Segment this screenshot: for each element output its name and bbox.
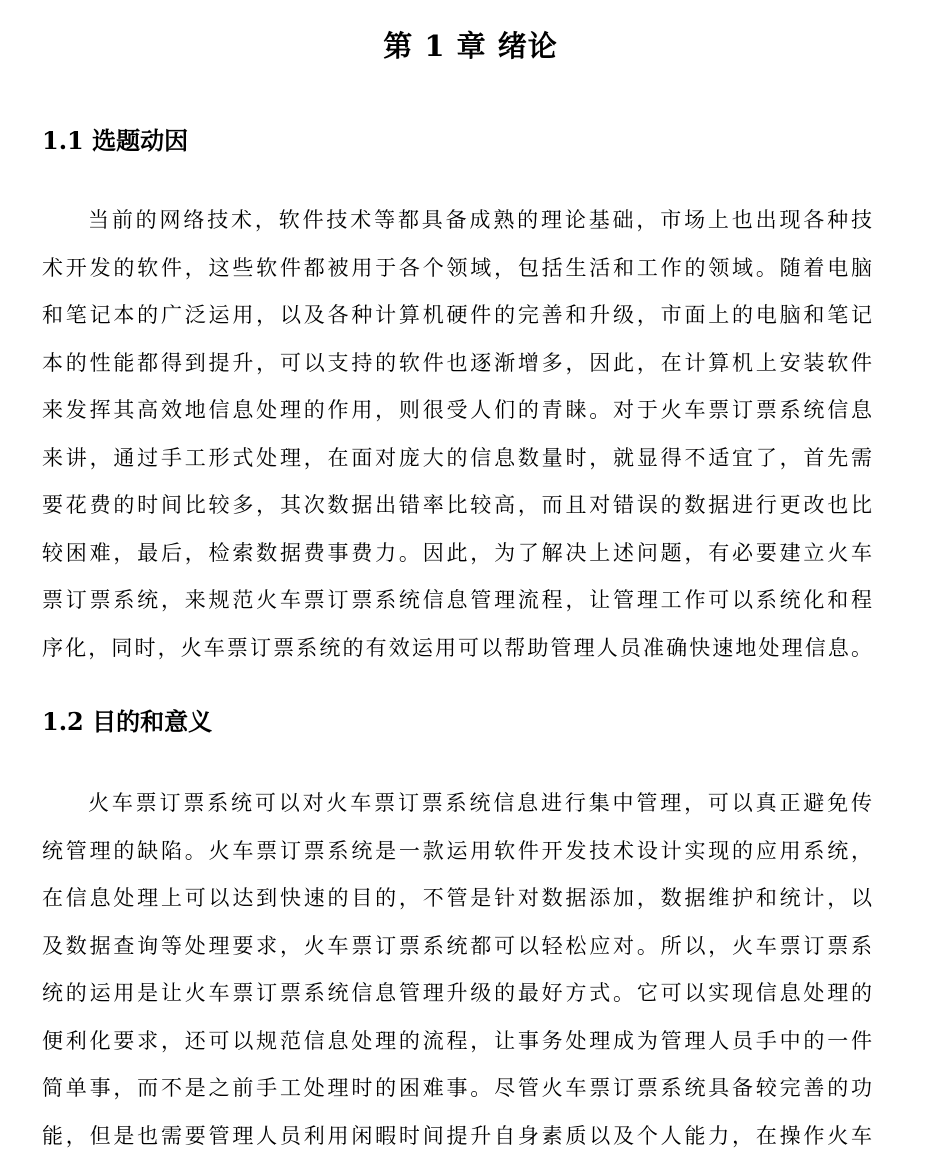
paragraph-line: 统的运用是让火车票订票系统信息管理升级的最好方式。它可以实现信息处理的 [42,981,872,1005]
paragraph-line: 来发挥其高效地信息处理的作用，则很受人们的青睐。对于火车票订票系统信息 [42,398,872,422]
paragraph-line: 较困难，最后，检索数据费事费力。因此，为了解决上述问题，有必要建立火车 [42,540,872,565]
paragraph-line: 当前的网络技术，软件技术等都具备成熟的理论基础，市场上也出现各种技 [88,208,872,232]
paragraph-line: 序化，同时，火车票订票系统的有效运用可以帮助管理人员准确快速地处理信息。 [42,635,872,660]
paragraph-line: 和笔记本的广泛运用，以及各种计算机硬件的完善和升级，市面上的电脑和笔记 [42,303,872,327]
paragraph-line: 要花费的时间比较多，其次数据出错率比较高，而且对错误的数据进行更改也比 [42,493,872,517]
paragraph-line: 在信息处理上可以达到快速的目的，不管是针对数据添加，数据维护和统计，以 [42,886,872,910]
paragraph-line: 统管理的缺陷。火车票订票系统是一款运用软件开发技术设计实现的应用系统， [42,838,872,863]
paragraph-line: 及数据查询等处理要求，火车票订票系统都可以轻松应对。所以，火车票订票系 [42,933,872,958]
paragraph-line: 简单事，而不是之前手工处理时的困难事。尽管火车票订票系统具备较完善的功 [42,1076,872,1100]
section-1-2-paragraph [42,780,872,1160]
paragraph-line: 便利化要求，还可以规范信息处理的流程，让事务处理成为管理人员手中的一件 [42,1028,872,1053]
section-1-1-paragraph [42,197,872,672]
paragraph-line: 火车票订票系统可以对火车票订票系统信息进行集中管理，可以真正避免传 [88,791,872,815]
paragraph-line: 来讲，通过手工形式处理，在面对庞大的信息数量时，就显得不适宜了，首先需 [42,445,872,470]
paragraph-line: 术开发的软件，这些软件都被用于各个领域，包括生活和工作的领域。随着电脑 [42,255,872,280]
paragraph-line: 本的性能都得到提升，可以支持的软件也逐渐增多，因此，在计算机上安装软件 [42,350,872,375]
section-heading-1-2: 1.2 目的和意义 [42,707,213,736]
chapter-title: 第 1 章 绪论 [383,29,558,63]
paragraph-line: 能，但是也需要管理人员利用闲暇时间提升自身素质以及个人能力，在操作火车 [42,1123,872,1148]
section-heading-1-1: 1.1 选题动因 [42,126,189,155]
paragraph-line: 票订票系统，来规范火车票订票系统信息管理流程，让管理工作可以系统化和程 [42,588,872,612]
